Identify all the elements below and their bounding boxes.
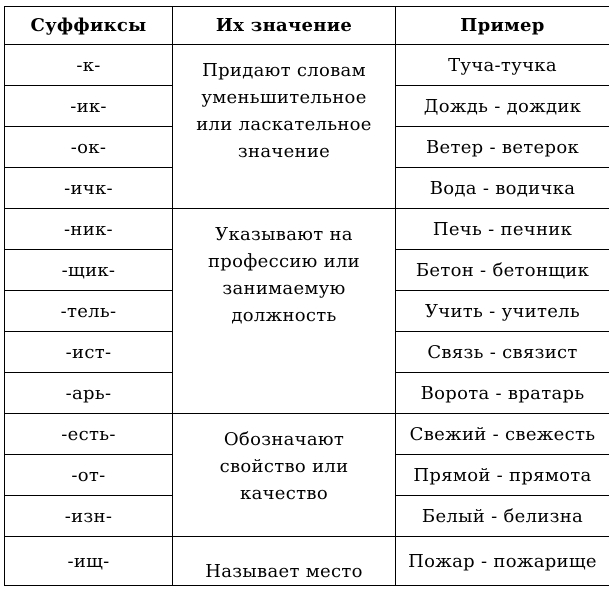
example-cell: Ветер - ветерок xyxy=(396,127,610,168)
suffix-cell: -ник- xyxy=(5,209,173,250)
example-cell: Связь - связист xyxy=(396,332,610,373)
suffix-cell: -ичк- xyxy=(5,168,173,209)
meaning-line: Называет место xyxy=(205,561,363,582)
meaning-line: Указывают на xyxy=(215,224,353,245)
meaning-line: значение xyxy=(237,141,331,162)
suffix-cell: -ик- xyxy=(5,86,173,127)
suffix-table-container xyxy=(4,6,609,606)
suffix-cell: -тель- xyxy=(5,291,173,332)
example-cell: Ворота - вратарь xyxy=(396,373,610,414)
suffix-cell: -изн- xyxy=(5,496,173,537)
suffix-cell: -к- xyxy=(5,45,173,86)
header-row xyxy=(5,7,610,45)
meaning-cell-place xyxy=(173,537,396,586)
table-row xyxy=(5,45,610,86)
example-cell: Вода - водичка xyxy=(396,168,610,209)
example-cell: Туча-тучка xyxy=(396,45,610,86)
table-row xyxy=(5,209,610,250)
meaning-line: качество xyxy=(240,483,328,504)
meaning-line: профессию или xyxy=(208,251,360,272)
example-cell: Дождь - дождик xyxy=(396,86,610,127)
example-cell: Печь - печник xyxy=(396,209,610,250)
example-cell: Бетон - бетонщик xyxy=(396,250,610,291)
suffix-cell: -есть- xyxy=(5,414,173,455)
table-row xyxy=(5,414,610,455)
header-meaning: Их значение xyxy=(173,7,396,45)
meaning-cell-quality xyxy=(173,414,396,537)
example-cell: Свежий - свежесть xyxy=(396,414,610,455)
meaning-line: Придают словам xyxy=(202,60,366,81)
meaning-line: занимаемую xyxy=(222,278,346,299)
suffix-cell: -от- xyxy=(5,455,173,496)
suffix-cell: -ист- xyxy=(5,332,173,373)
example-cell: Белый - белизна xyxy=(396,496,610,537)
header-suffixes: Суффиксы xyxy=(5,7,173,45)
example-cell: Прямой - прямота xyxy=(396,455,610,496)
suffix-table xyxy=(4,6,609,586)
suffix-cell: -ок- xyxy=(5,127,173,168)
suffix-cell: -арь- xyxy=(5,373,173,414)
suffix-cell: -щик- xyxy=(5,250,173,291)
meaning-line: должность xyxy=(231,305,337,326)
suffix-cell: -ищ- xyxy=(5,537,173,586)
meaning-cell-diminutive xyxy=(173,45,396,209)
header-example: Пример xyxy=(396,7,610,45)
example-cell: Пожар - пожарище xyxy=(396,537,610,586)
meaning-line: Обозначают xyxy=(223,429,345,450)
meaning-line: уменьшительное xyxy=(201,87,367,108)
meaning-cell-profession xyxy=(173,209,396,414)
meaning-line: или ласкательное xyxy=(196,114,372,135)
table-row xyxy=(5,537,610,586)
meaning-line: свойство или xyxy=(219,456,349,477)
example-cell: Учить - учитель xyxy=(396,291,610,332)
